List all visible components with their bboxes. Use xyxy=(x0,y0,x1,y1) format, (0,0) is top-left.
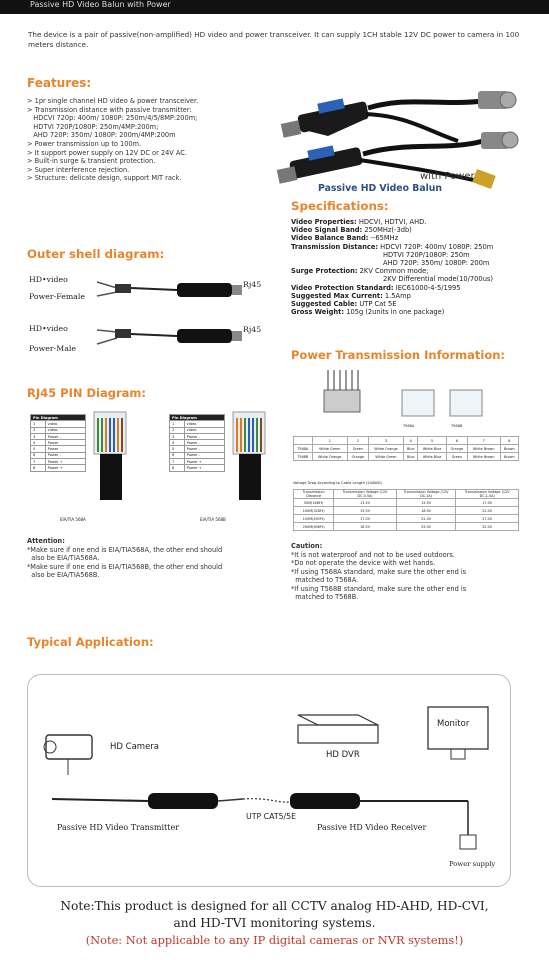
voltage-drop-title: Voltage Drop According to Cable Length (24AWG) xyxy=(293,481,382,485)
table-cell: Power + xyxy=(184,465,224,471)
table-cell: 15.5V xyxy=(396,499,455,507)
feature-item: HDCVI 720p: 400m/ 1080P: 250m/4/5/8MP:200m; xyxy=(27,114,198,123)
table-cell: 7 xyxy=(170,459,185,465)
table-cell: 8 xyxy=(170,465,185,471)
table-cell: 2 xyxy=(347,437,368,445)
table-cell: Orange xyxy=(347,453,368,461)
spec-row xyxy=(291,267,541,275)
caution-line: *Do not operate the device with wet hands. xyxy=(291,559,436,568)
shell-female-video-label: HD•video xyxy=(29,275,68,284)
balun-product-image xyxy=(268,56,538,201)
outer-shell-title: Outer shell diagram: xyxy=(27,247,165,261)
table-cell: Power - xyxy=(184,440,224,446)
table-cell: Transmission Voltage (12V DC,1A) xyxy=(396,490,455,499)
spec-label: Video Signal Band: xyxy=(291,226,363,235)
table-cell: 17.0V xyxy=(456,499,519,507)
note-line-3: (Note: Not applicable to any IP digital cameras or NVR systems!) xyxy=(85,933,464,947)
table-cell: 1 xyxy=(31,421,46,427)
voltage-drop-table xyxy=(293,489,519,531)
table-cell: video xyxy=(184,421,224,427)
table-cell: 7 xyxy=(467,437,500,445)
attention-title: Attention: xyxy=(27,537,65,545)
table-cell: 13.5V xyxy=(334,499,397,507)
spec-value: HDCVI, HDTVI, AHD. xyxy=(356,218,427,226)
caution-text xyxy=(291,551,531,601)
table-cell: 100M(328Ft) xyxy=(294,507,334,515)
power-supply-label: Power supply xyxy=(449,860,496,868)
table-cell: Brown xyxy=(500,453,518,461)
spec-label: Video Properties: xyxy=(291,218,357,226)
caution-line: *It is not waterproof and not to be used outdoors. xyxy=(291,551,455,559)
table-cell: Power xyxy=(45,440,85,446)
pin-caption-568b: EIA/TIA 568B xyxy=(200,517,226,522)
spec-row xyxy=(291,300,541,308)
specifications-list xyxy=(291,218,541,316)
drop-row xyxy=(294,515,519,523)
caution-line: *If using T568B standard, make sure the other end is xyxy=(291,584,467,593)
attention-line: *Make sure if one end is EIA/TIA568A, the other end should xyxy=(27,546,223,554)
table-cell: Green xyxy=(446,453,467,461)
shell-male-power-label: Power-Male xyxy=(29,344,77,353)
table-cell: White Green xyxy=(312,445,347,453)
drop-row xyxy=(294,499,519,507)
table-cell: 25.0V xyxy=(396,523,455,531)
spec-label: Transmission Distance: xyxy=(291,242,379,251)
hd-camera-label: HD Camera xyxy=(110,742,159,752)
header-strip xyxy=(0,0,549,14)
table-cell: 4 xyxy=(404,437,418,445)
with-power-label: with Power xyxy=(420,171,475,182)
shell-female-rj45-label: Rj45 xyxy=(243,280,262,289)
spec-value: 2KV Differential mode(10/700us) xyxy=(383,275,494,284)
feature-item: > It support power supply on 12V DC or 24V AC. xyxy=(27,148,187,157)
attention-line: also be EIA/TIA568A. xyxy=(27,554,100,563)
pin-table-568b xyxy=(169,414,225,472)
attention-line: also be EIA/TIA568B. xyxy=(27,571,100,580)
table-cell: 150M(492Ft) xyxy=(294,515,334,523)
table-cell: Power - xyxy=(184,452,224,458)
shell-male-rj45-label: Rj45 xyxy=(243,325,262,334)
table-cell: video xyxy=(184,427,224,433)
table-cell: Orange xyxy=(446,445,467,453)
monitor-label: Monitor xyxy=(437,719,470,729)
specifications-title: Specifications: xyxy=(291,199,389,213)
wiring-illustration xyxy=(312,368,517,430)
table-cell: T568B xyxy=(294,453,313,461)
table-cell: 1 xyxy=(170,421,185,427)
table-cell: 15.5V xyxy=(334,507,397,515)
spec-row xyxy=(291,243,541,251)
spec-label: Gross Weight: xyxy=(291,308,345,317)
table-cell: 200M(656Ft) xyxy=(294,523,334,531)
table-cell: 2 xyxy=(170,427,185,433)
table-cell: video xyxy=(45,427,85,433)
table-cell: White Brown xyxy=(467,453,500,461)
table-cell: 5 xyxy=(31,446,46,452)
pin-row xyxy=(31,465,86,471)
table-cell: Blue xyxy=(404,445,418,453)
spec-value: UTP Cat 5E xyxy=(357,300,397,309)
caution-title: Caution: xyxy=(291,542,323,550)
pin-table-header: Pin Diagram xyxy=(170,415,225,421)
table-cell: 6 xyxy=(446,437,467,445)
rj45-plug-568a-image xyxy=(90,408,130,508)
table-cell: 8 xyxy=(500,437,518,445)
table-cell: Power - xyxy=(45,452,85,458)
table-cell: Power - xyxy=(184,433,224,439)
features-title: Features: xyxy=(27,76,92,90)
table-cell xyxy=(294,437,313,445)
table-cell: Green xyxy=(347,445,368,453)
spec-value: AHD 720P: 350m/ 1080P: 200m xyxy=(383,259,490,268)
table-cell: Power + xyxy=(45,459,85,465)
spec-value: 2KV Common mode; xyxy=(357,267,429,276)
spec-label: Video Protection Standard: xyxy=(291,283,394,292)
spec-row xyxy=(291,259,541,267)
table-cell: Power + xyxy=(184,459,224,465)
table-cell: White Blue xyxy=(418,445,447,453)
table-cell: Blue xyxy=(404,453,418,461)
shell-male-video-label: HD•video xyxy=(29,324,68,333)
features-list xyxy=(27,97,287,183)
spec-value: 105g (2units in one package) xyxy=(344,308,445,317)
table-cell: 4 xyxy=(170,440,185,446)
wire-row xyxy=(294,453,519,461)
table-cell: T568A xyxy=(294,445,313,453)
spec-row xyxy=(291,226,541,234)
feature-item: AHD 720P: 350m/ 1080P: 200m/4MP:200m xyxy=(27,131,176,140)
table-cell: 1 xyxy=(312,437,347,445)
table-cell: Power - xyxy=(184,446,224,452)
table-cell: 3 xyxy=(31,433,46,439)
receiver-label: Passive HD Video Receiver xyxy=(317,823,427,832)
table-cell: 6 xyxy=(170,452,185,458)
feature-item: > 1pr single channel HD video & power transceiver. xyxy=(27,97,199,105)
table-cell: Power - xyxy=(45,433,85,439)
pin-caption-568a: EIA/TIA 568A xyxy=(60,517,86,522)
table-cell: 27.0V xyxy=(456,515,519,523)
table-cell: Brown xyxy=(500,445,518,453)
drop-row xyxy=(294,507,519,515)
wire-color-table xyxy=(293,436,519,461)
table-cell: White Orange xyxy=(368,445,403,453)
spec-row xyxy=(291,234,541,242)
table-cell: video xyxy=(45,421,85,427)
table-cell: 8 xyxy=(31,465,46,471)
drop-row xyxy=(294,523,519,531)
spec-row xyxy=(291,251,541,259)
pin-table-header: Pin Diagram xyxy=(31,415,86,421)
spec-row xyxy=(291,275,541,283)
spec-row xyxy=(291,292,541,300)
table-cell: 2 xyxy=(31,427,46,433)
power-transmission-title: Power Transmission Information: xyxy=(291,348,506,362)
feature-item: > Transmission distance with passive transmitter: xyxy=(27,105,192,114)
hd-dvr-label: HD DVR xyxy=(326,750,360,760)
application-diagram xyxy=(28,675,511,887)
table-cell: White Orange xyxy=(312,453,347,461)
spec-value: 250MHz(-3db) xyxy=(362,226,412,235)
attention-line: *Make sure if one end is EIA/TIA568B, the other end should xyxy=(27,562,223,571)
note-line-1: Note:This product is designed for all CCTV analog HD-AHD, HD-CVI, xyxy=(60,899,489,913)
table-cell: 3 xyxy=(368,437,403,445)
table-cell: 18.5V xyxy=(334,523,397,531)
feature-item: > Super interference rejection. xyxy=(27,165,130,174)
typical-application-title: Typical Application: xyxy=(27,635,154,649)
spec-value: HDCVI 720P: 400m/ 1080P: 250m xyxy=(378,242,494,251)
table-cell: Transmission Voltage (12V DC,1.5A) xyxy=(456,490,519,499)
feature-item: HDTVI 720P/1080P: 250m/4MP:200m; xyxy=(27,122,159,131)
shell-female-power-label: Power-Female xyxy=(29,292,86,301)
table-cell: White Brown xyxy=(467,445,500,453)
cable-label: UTP CAT5/5E xyxy=(246,812,297,821)
wire-row xyxy=(294,445,519,453)
wire-row xyxy=(294,437,519,445)
table-cell: White Blue xyxy=(418,453,447,461)
pin-row xyxy=(170,465,225,471)
table-cell: 4 xyxy=(31,440,46,446)
feature-item: > Power transmission up to 100m. xyxy=(27,139,142,148)
table-cell: 32.0V xyxy=(456,523,519,531)
compatibility-note xyxy=(0,898,549,949)
spec-value: HDTVI 720P/1080P: 250m xyxy=(383,250,470,259)
table-cell: 5 xyxy=(170,446,185,452)
rj45-pin-title: RJ45 PIN Diagram: xyxy=(27,386,146,400)
table-cell: White Green xyxy=(368,453,403,461)
table-cell: 6 xyxy=(31,452,46,458)
caution-line: *If using T568A standard, make sure the other end is xyxy=(291,567,467,576)
table-cell: 22.0V xyxy=(396,515,455,523)
spec-label: Video Balance Band: xyxy=(291,234,369,243)
spec-row xyxy=(291,308,541,316)
attention-text xyxy=(27,546,287,580)
table-cell: Power xyxy=(45,446,85,452)
table-cell: Transmission Distance xyxy=(294,490,334,499)
feature-item: > Structure: delicate design, support MIT rack. xyxy=(27,174,182,183)
spec-label: Suggested Cable: xyxy=(291,300,358,309)
table-cell: Transmission Voltage (12V DC,0.5A) xyxy=(334,490,397,499)
jack-label-a: T568A xyxy=(403,424,415,428)
pin-table-568a xyxy=(30,414,86,472)
feature-item: > Built-in surge & transient protection. xyxy=(27,157,156,166)
table-cell: 22.0V xyxy=(456,507,519,515)
header-strip-text: Passive HD Video Balun with Power xyxy=(30,0,171,9)
product-name: Passive HD Video Balun xyxy=(318,183,443,194)
transmitter-label: Passive HD Video Transmitter xyxy=(57,823,180,832)
table-cell: 7 xyxy=(31,459,46,465)
table-cell: 5 xyxy=(418,437,447,445)
caution-line: matched to T568B. xyxy=(291,593,359,602)
table-cell: 50M(166Ft) xyxy=(294,499,334,507)
caution-line: matched to T568A. xyxy=(291,576,359,585)
spec-row xyxy=(291,284,541,292)
table-cell: 18.5V xyxy=(396,507,455,515)
intro-text: The device is a pair of passive(non-amplified) HD video and power transceiver. It can supply 1CH stable 12V DC power to camera in 100 meters distance. xyxy=(28,30,520,49)
spec-value: 1.5Amp xyxy=(382,291,411,300)
table-cell: Power + xyxy=(45,465,85,471)
spec-value: IEC61000-4-5/1995 xyxy=(393,283,461,292)
spec-value: --65MHz xyxy=(368,234,399,243)
drop-row xyxy=(294,490,519,499)
jack-label-b: T568B xyxy=(451,424,463,428)
table-cell: 17.0V xyxy=(334,515,397,523)
note-line-2: and HD-TVI monitoring systems. xyxy=(173,916,376,930)
spec-label: Surge Protection: xyxy=(291,267,358,276)
table-cell: 3 xyxy=(170,433,185,439)
rj45-plug-568b-image xyxy=(229,408,269,508)
spec-label: Suggested Max Current: xyxy=(291,291,383,300)
spec-row xyxy=(291,218,541,226)
